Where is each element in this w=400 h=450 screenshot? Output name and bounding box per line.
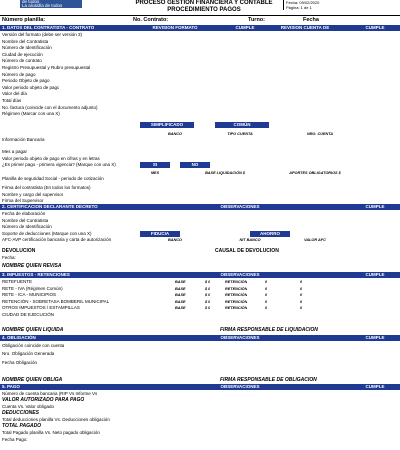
sec5-item: Número de cuenta bancaria (RIP Vs Informe Vs — [2, 391, 98, 396]
sec4-title: 4. OBLIGACIÓN — [2, 335, 36, 340]
institution-logo — [20, 0, 82, 8]
form-title — [128, 0, 280, 13]
tax-ret-value: 0 — [300, 280, 303, 284]
tax-item: RETE - ICA - MUNICIPIOS — [2, 292, 57, 297]
tax-row — [0, 292, 400, 298]
regimen-comun: COMÚN — [215, 122, 269, 128]
sec3-title: 3. IMPUESTOS - RETENCIONES — [2, 272, 70, 277]
tax-ret: RETENCIÓN — [225, 299, 248, 304]
sec4-item: Nro. Obligación Generada — [2, 351, 55, 356]
obliga-row — [0, 377, 400, 383]
sec4-item: Obligación coincide con cuenta — [2, 343, 65, 348]
sec1-item: Nombre y cargo del supervisor — [2, 191, 64, 197]
fiducia-label: FIDUCIA — [140, 231, 180, 237]
sec2-item: Fecha de elaboración — [2, 211, 46, 216]
firma-liquidacion: FIRMA RESPONSABLE DE LIQUIDACIÓN — [220, 327, 318, 333]
sec2-title: 2. CERTIFICACION DECLARANTE DECRETO — [2, 204, 98, 209]
aportes-label: APORTES OBLIGATORIOS $ — [289, 171, 341, 175]
sec1-item: Mes a pagar — [2, 149, 28, 154]
sec1-item: Registro Presupuestal y Rubro presupuestal — [2, 65, 91, 70]
sec1-item: Ciudad de ejecución — [2, 51, 43, 57]
tax-ret: RETENCIÓN — [225, 306, 248, 310]
afc-row — [0, 237, 400, 243]
tax-row — [0, 279, 400, 285]
tax-base: BASE — [175, 299, 186, 304]
sec1-item: Valor del día — [2, 91, 27, 97]
sec2-item: Soporte de deducciones (Marque con una X) — [2, 230, 92, 236]
sec1-item: Valor periodo objeto de pago — [2, 84, 60, 90]
firma-obligacion: FIRMA RESPONSABLE DE OBLIGACIÓN — [220, 377, 317, 383]
tax-ret-value: 0 — [300, 293, 303, 297]
tax-value: $ 0 — [205, 280, 211, 284]
liquida-row — [0, 327, 400, 333]
sec1-item: Número de contrato — [2, 58, 42, 64]
tax-value: $ 0 — [205, 299, 211, 304]
tax-ret-value: 0 — [265, 286, 268, 291]
tax-value: $ 0 — [205, 286, 211, 291]
no-label: NO — [180, 162, 210, 168]
sec1-rev-formato: REVISION FORMATO — [152, 25, 198, 30]
tax-row — [0, 299, 400, 305]
top-row — [0, 17, 400, 24]
form-meta — [283, 0, 400, 10]
sec1-item: Planilla de seguridad Social - periodo de cotización — [2, 176, 104, 181]
tax-ret-value: 0 — [265, 306, 268, 310]
sec1-item: No. factura (coincide con el documento adjunto) — [2, 104, 98, 110]
tax-ret-value: 0 — [265, 293, 268, 297]
ahorro-label: AHORRO — [250, 231, 290, 237]
tax-item: CIUDAD DE EJECUCIÓN — [2, 311, 55, 317]
turno-label: Turno: — [248, 17, 266, 23]
tax-ret-value: 0 — [300, 299, 303, 304]
tax-row — [0, 305, 400, 311]
sec1-item: Total días — [2, 98, 22, 103]
sec1-item: Valor periodo objeto de pago en cifras y en letras — [2, 155, 100, 161]
section5-header — [0, 384, 400, 390]
tax-item: OTROS IMPUESTOS / ESTAMPILLAS — [2, 305, 80, 310]
bank-label: BANCO — [168, 132, 182, 136]
sec1-item: ¿Es primer pago - primera vigencia? (Marque con una X) — [2, 162, 116, 167]
tax-row — [0, 286, 400, 292]
sec2-item: Nombre del Contratista — [2, 217, 49, 223]
sec3-cumple: CUMPLE — [365, 272, 385, 277]
deducciones-row — [0, 231, 400, 237]
tax-item: RETEFUENTE — [2, 279, 33, 284]
sec2-cumple: CUMPLE — [365, 204, 385, 209]
sec1-item: Firma del contratista (En todos los formatos) — [2, 185, 91, 190]
regimen-simplificado: SIMPLIFICADO — [140, 122, 194, 128]
sec2-item: Número de Identificación — [2, 224, 52, 229]
afc-nit-label: NIT BANCO — [239, 238, 261, 242]
sec3-obs: OBSERVACIONES — [220, 272, 260, 277]
tax-ret: RETENCIÓN — [225, 293, 248, 297]
planilla-label: Número planilla: — [2, 17, 46, 23]
sec4-item: Fecha Obligación — [2, 360, 38, 365]
afc-banco-label: BANCO — [168, 238, 182, 242]
title-line1: PROCESO GESTION FINANCIERA Y CONTABLE — [135, 0, 273, 6]
base-liq-label: BASE LIQUIDACIÓN $ — [205, 171, 245, 175]
sec2-obs: OBSERVACIONES — [220, 204, 260, 209]
sec5-item: DEDUCCIONES — [2, 410, 39, 416]
si-label: SI — [140, 162, 170, 168]
header-divider — [0, 15, 400, 16]
sec5-item: Total deducciones planilla Vs. Deducciones obligación — [2, 416, 110, 422]
devolucion-label: DEVOLUCION — [2, 248, 36, 254]
tax-base: BASE — [175, 286, 186, 291]
tax-ret: RETENCIÓN — [225, 280, 248, 284]
section2-header — [0, 204, 400, 210]
primer-pago-row — [0, 162, 400, 168]
tax-ret-value: 0 — [300, 306, 303, 310]
causal-label: CAUSAL DE DEVOLUCIÓN — [215, 248, 279, 254]
sec1-item: Régimen (Marcar con una X) — [2, 111, 60, 117]
regimen-row — [0, 122, 400, 130]
contrato-label: No. Contrato: — [133, 17, 169, 23]
sec1-cumple2: CUMPLE — [365, 25, 385, 30]
fecha-label: Fecha — [303, 17, 319, 23]
afc-valor-label: VALOR AFC — [304, 238, 326, 242]
mes-label: MES — [150, 171, 160, 175]
devolucion-row — [0, 248, 400, 254]
tax-item: RETENCIÓN - SOBRETASA BOMBERIL MUNICIPAL — [2, 298, 110, 304]
sec1-item: Versión del formato (debe ser versión 3) — [2, 32, 83, 37]
sec1-rev-cuenta: REVISION CUENTA DE — [280, 25, 330, 30]
form-date: Fecha: 09/02/2020 — [283, 0, 400, 5]
sec4-obs: OBSERVACIONES — [220, 335, 260, 340]
sec5-cumple: CUMPLE — [365, 384, 385, 389]
devolucion-fecha: Fecha: — [2, 255, 16, 260]
tax-base: BASE — [175, 306, 186, 310]
tax-value: $ 0 — [205, 293, 211, 297]
sec1-item: Información Bancaria — [2, 137, 45, 142]
tax-value: $ 0 — [205, 306, 211, 310]
sec5-title: 5. PAGO — [2, 384, 20, 389]
tax-base: BASE — [175, 293, 186, 297]
sec1-cumple: CUMPLE — [235, 25, 255, 30]
sec1-item: Firma del Supervisor — [2, 198, 44, 203]
sec1-item: Número de pago — [2, 71, 36, 77]
sec1-title: 1. DATOS DEL CONTRATISTA - CONTRATO — [2, 25, 95, 30]
sec5-obs: OBSERVACIONES — [220, 384, 260, 389]
sec5-item: Cuenta Vs. Valor obligado — [2, 404, 54, 409]
sec5-item: Total Pagado planilla Vs. Neto pagado obligación — [2, 429, 100, 435]
sec5-item: TOTAL PAGADO — [2, 423, 42, 429]
form-page: Página: 1 de 1 — [283, 5, 400, 10]
section3-header — [0, 272, 400, 278]
sec1-item: Número de Identificación — [2, 45, 52, 51]
logo-line1: de todos — [22, 0, 40, 4]
form-header — [0, 0, 400, 17]
tax-ret-value: 0 — [265, 299, 268, 304]
quien-revisa: NOMBRE QUIEN REVISA — [2, 263, 62, 269]
quien-liquida: NOMBRE QUIEN LIQUIDA — [2, 327, 64, 333]
sec4-cumple: CUMPLE — [365, 335, 385, 340]
logo-line2: La alcaldía de todos — [22, 3, 63, 8]
tax-ret-value: 0 — [265, 280, 268, 284]
quien-obliga: NOMBRE QUIEN OBLIGA — [2, 377, 63, 383]
sec1-item: Nombre del Contratista — [2, 38, 49, 44]
nro-cuenta-label: NRO. CUENTA — [306, 132, 334, 136]
sec5-item: VALOR AUTORIZADO PARA PAGO — [2, 397, 85, 403]
tax-item: RETE - IVA (Régimen Común) — [2, 285, 63, 291]
sec5-item: Fecha Pago: — [2, 437, 28, 442]
title-line2: PROCEDIMIENTO PAGOS — [167, 6, 241, 13]
tax-ret-value: 0 — [300, 286, 303, 291]
tax-base: BASE — [175, 280, 186, 284]
section1-header — [0, 25, 400, 31]
tipo-cuenta-label: TIPO CUENTA — [227, 132, 253, 136]
sec1-item: Periodo Objeto de pago — [2, 78, 50, 84]
section4-header — [0, 335, 400, 341]
tax-ret: RETENCIÓN — [225, 286, 248, 291]
sec2-item: AFC-AVP certificación bancaria y carta de autorización — [2, 237, 112, 242]
